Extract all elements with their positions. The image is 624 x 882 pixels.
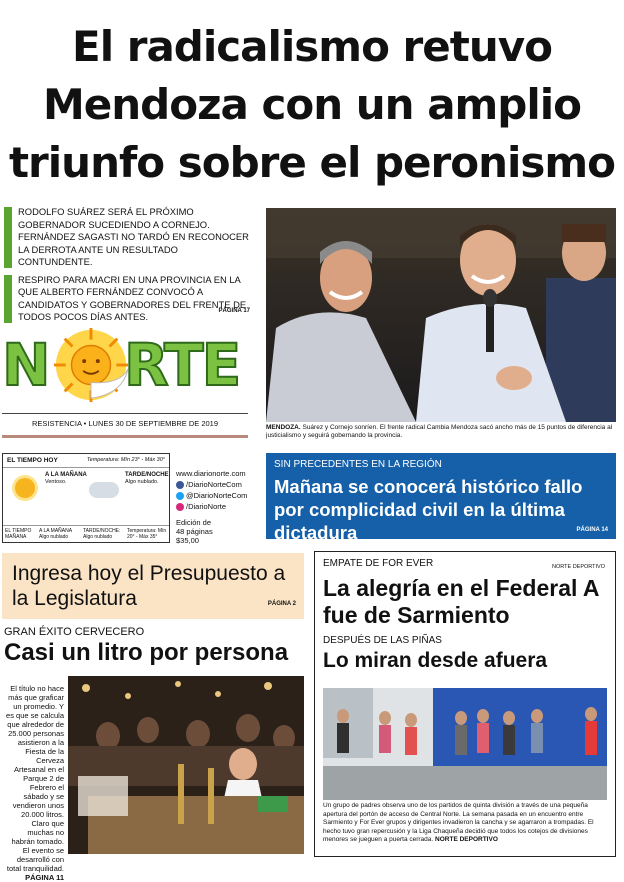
caption-bold: MENDOZA.	[266, 424, 301, 431]
main-photo	[266, 208, 616, 422]
caption-text: Suárez y Cornejo sonríen. El frente radical Cambia Mendoza sacó ancho más de 15 puntos de diferencia al justicialismo y seguirá gobernando la provincia.	[266, 424, 613, 439]
beer-page-ref: PÁGINA 11	[25, 873, 64, 882]
headline-line-1: El radicalismo retuvo	[72, 22, 552, 71]
website-link[interactable]: www.diarionorte.com	[176, 469, 246, 478]
facebook-handle: /DiarioNorteCom	[186, 480, 242, 489]
sports-caption-text: Un grupo de padres observa uno de los partidos de quinta división a través de una pequeña apertura del portón de acceso de Central Norte. La semana pasada en un encuentro entre Sarmiento y For Ever grupos y dirigentes invadieron la cancha y se agarraron a trompadas. El hecho tuvo gran repercusión y la Liga Chaqueña decidió que todos los cotejos de divisiones menores se jueguen a puerta cerrada.	[323, 802, 594, 843]
main-headline	[0, 18, 624, 192]
weather-tomorrow-evening: TARDE/NOCHE: Algo nublado	[83, 528, 121, 540]
outside-headline[interactable]: Lo miran desde afuera	[323, 649, 548, 672]
weather-evening-text: Algo nublado.	[125, 479, 159, 485]
budget-page-ref: PÁGINA 2	[267, 601, 296, 607]
contact-block	[176, 468, 256, 545]
dictatorship-ruling-story[interactable]	[266, 453, 616, 543]
sports-section-tag: NORTE DEPORTIVO	[552, 564, 605, 570]
logo-letter-n: N	[2, 331, 49, 399]
weather-title: EL TIEMPO HOY	[7, 457, 58, 464]
beer-text	[4, 684, 64, 882]
headline-line-2: Mendoza con un amplio	[42, 80, 582, 129]
instagram-link[interactable]	[176, 501, 256, 512]
beer-body: El título no hace más que graficar un promedio. Y es que se calcula que alrededor de 25.000 personas asistieron a la Fiesta de la Cerveza Artesanal en el Parque 2 de Febrero el sábado y se vendieron unos 20.000 litros. Claro que muchas no habrán tomado. El evento se desarrolló con total tranquilidad.	[6, 684, 64, 873]
stadium-gate-illustration	[323, 688, 607, 800]
dateline: RESISTENCIA • LUNES 30 DE SEPTIEMBRE DE 2019	[2, 413, 248, 438]
twitter-icon	[176, 492, 184, 500]
sports-kicker: EMPATE DE FOR EVER	[323, 558, 434, 569]
instagram-handle: /DiarioNorte	[186, 502, 227, 511]
lead-page-ref: PÁGINA 17	[218, 308, 250, 314]
budget-story[interactable]	[2, 553, 304, 619]
sports-kicker-2: DESPUÉS DE LAS PIÑAS	[323, 635, 442, 646]
sports-box	[314, 551, 616, 857]
beer-festival-illustration	[68, 676, 304, 854]
politicians-photo-illustration	[266, 208, 616, 422]
edition-pages: 48 páginas	[176, 527, 213, 536]
edition-info	[176, 518, 256, 545]
logo-letters-rte: RTE	[124, 331, 240, 399]
weather-morning-text: Ventoso.	[45, 479, 67, 485]
weather-tomorrow-label: EL TIEMPO MAÑANA	[5, 528, 32, 540]
weather-morning-label: A LA MAÑANA	[45, 472, 87, 478]
lead-2: RESPIRO PARA MACRI EN UNA PROVINCIA EN LA QUE ALBERTO FERNÁNDEZ CONVOCÓ A CANDIDATOS Y GOBERNADORES DEL FRENTE DE TODOS POCOS DÍAS ANTES.	[4, 274, 254, 324]
main-photo-caption	[266, 424, 616, 440]
facebook-link[interactable]	[176, 479, 256, 490]
sun-face-icon	[52, 326, 130, 404]
weather-box	[2, 453, 170, 543]
sports-caption-tail: NORTE DEPORTIVO	[435, 836, 498, 843]
weather-tomorrow-morning: A LA MAÑANA Algo nublado	[39, 528, 72, 540]
sarmiento-headline[interactable]: La alegría en el Federal A fue de Sarmiento	[323, 575, 599, 628]
beer-headline[interactable]: Casi un litro por persona	[4, 639, 289, 666]
weather-tomorrow-temps: Temperatura: Mín 20° - Máx 35°	[127, 528, 167, 540]
facebook-icon	[176, 481, 184, 489]
twitter-link[interactable]	[176, 490, 256, 501]
weather-temps: Temperatura: Mín 23° - Máx 30°	[86, 457, 165, 463]
beer-kicker: GRAN ÉXITO CERVECERO	[4, 626, 145, 638]
cloud-icon	[89, 482, 119, 498]
headline-line-3: triunfo sobre el peronismo	[8, 138, 615, 187]
sun-icon	[15, 478, 35, 498]
lead-1: RODOLFO SUÁREZ SERÁ EL PRÓXIMO GOBERNADOR SUCEDIENDO A CORNEJO. FERNÁNDEZ SAGASTI NO TARDÓ EN RECONOCER LA DERROTA ANTE UN RESULTADO CONTUNDENTE.	[4, 206, 254, 269]
parents-watching-photo	[323, 688, 607, 800]
budget-headline: Ingresa hoy el Presupuesto a la Legislatura	[12, 562, 286, 610]
instagram-icon	[176, 503, 184, 511]
blue-kicker: SIN PRECEDENTES EN LA REGIÓN	[274, 459, 442, 470]
blue-page-ref: PÁGINA 14	[576, 527, 608, 533]
beer-festival-photo	[68, 676, 304, 854]
edition-label: Edición de	[176, 518, 212, 527]
twitter-handle: @DiarioNorteCom	[186, 491, 248, 500]
edition-price: $35,00	[176, 536, 199, 545]
weather-tomorrow	[3, 525, 169, 542]
sports-caption	[323, 802, 607, 845]
blue-headline: Mañana se conocerá histórico fallo por complicidad civil en la última dictadura	[274, 476, 583, 543]
weather-evening-label: TARDE/NOCHE	[125, 472, 169, 478]
norte-logo	[2, 326, 250, 406]
lead-summaries	[4, 206, 254, 329]
